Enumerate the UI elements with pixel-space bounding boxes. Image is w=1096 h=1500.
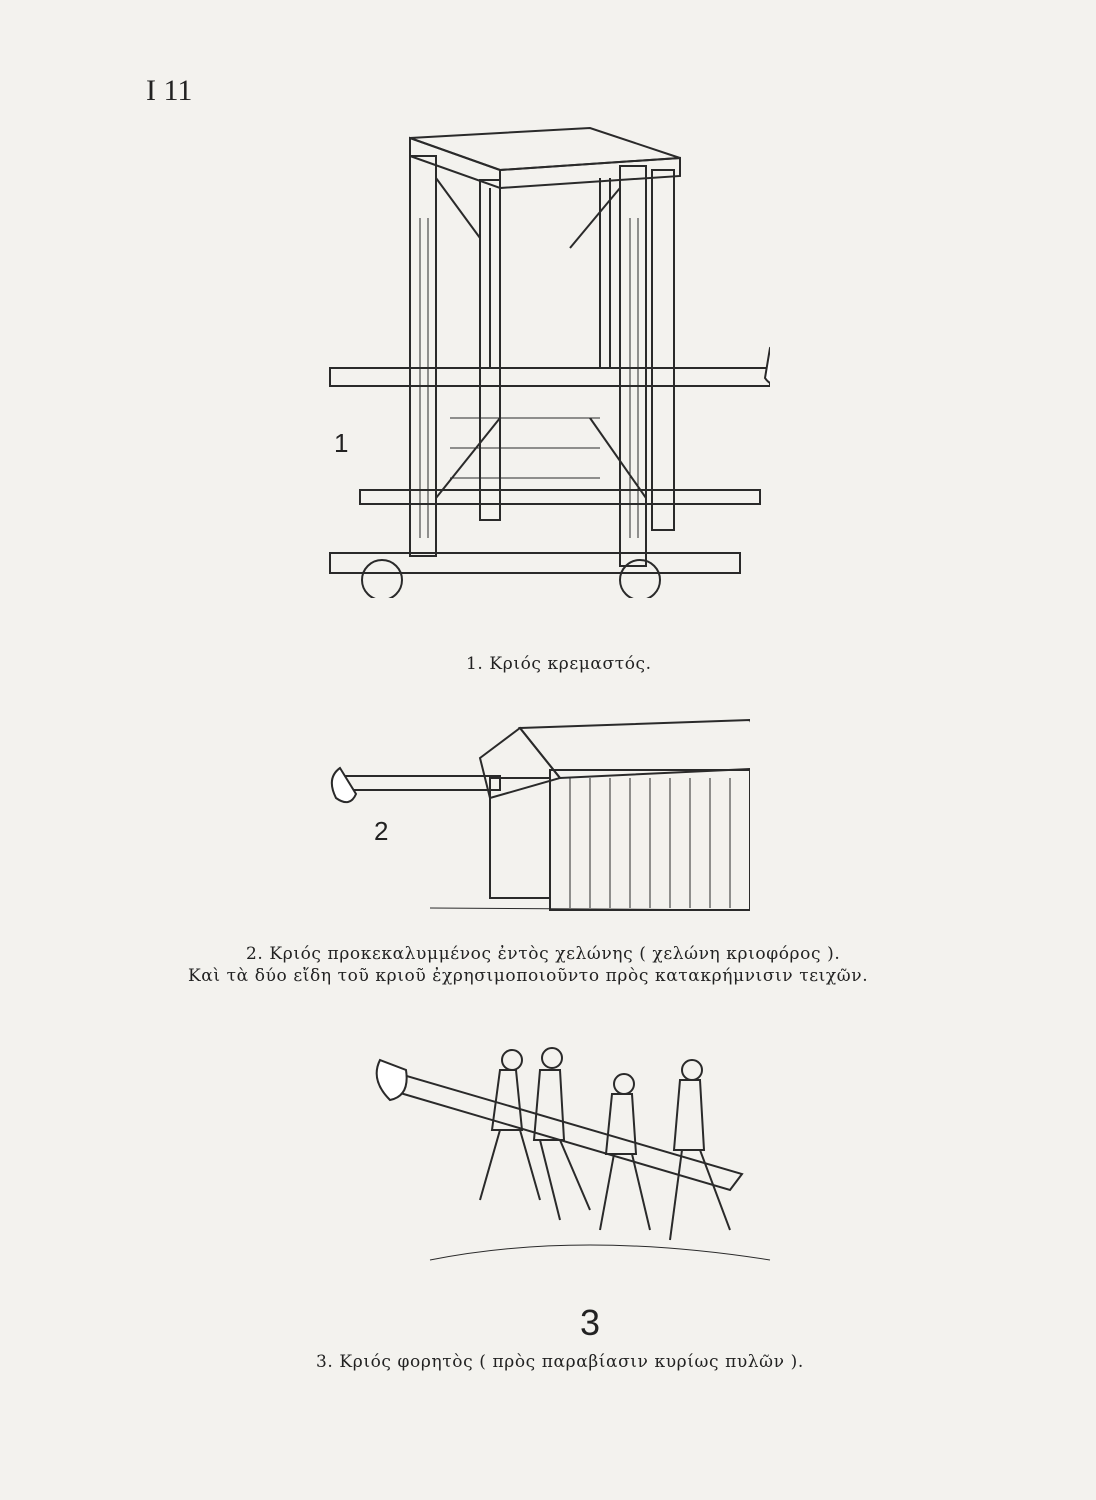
- hanging-ram-illustration: [300, 118, 770, 598]
- figure-1-caption: 1. Κριός κρεμαστός.: [466, 654, 652, 674]
- figure-3-caption: 3. Κριός φορητὸς ( πρὸς παραβίασιν κυρίως πυλῶν ).: [316, 1352, 804, 1372]
- shared-caption: Καὶ τὰ δύο εἴδη τοῦ κριοῦ ἐχρησιμοποιοῦντο πρὸς κατακρήμνισιν τειχῶν.: [188, 966, 869, 986]
- figure-3-number: 3: [580, 1302, 601, 1343]
- figure-carried-ram: [370, 1020, 790, 1290]
- figure-1-number: 1: [334, 428, 349, 458]
- covered-ram-illustration: [330, 718, 750, 918]
- page-number: I 11: [146, 74, 193, 107]
- figure-2-caption: 2. Κριός προκεκαλυμμένος ἐντὸς χελώνης ( χελώνη κριοφόρος ).: [246, 944, 841, 964]
- figure-2-number: 2: [374, 816, 389, 846]
- carried-ram-illustration: [370, 1020, 790, 1290]
- figure-hanging-ram: [300, 118, 770, 598]
- figure-covered-ram: [330, 718, 750, 918]
